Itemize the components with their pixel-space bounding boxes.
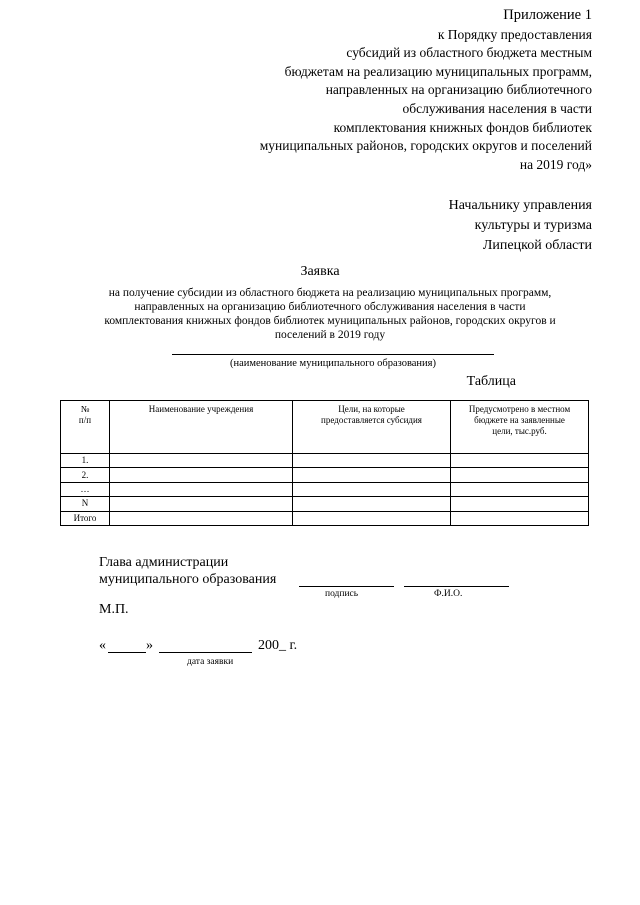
cell-institution xyxy=(110,497,293,511)
cell-goals xyxy=(293,468,451,482)
subtitle-line: поселений в 2019 году xyxy=(274,329,386,341)
date-close-quote: » xyxy=(146,638,153,653)
date-year: 200_ г. xyxy=(258,638,298,653)
header-number: № п/п xyxy=(61,401,110,454)
row-number: … xyxy=(61,482,110,496)
cell-goals xyxy=(293,482,451,496)
header-budget: Предусмотрено в местном бюджете на заявленные цели, тыс.руб. xyxy=(451,401,589,454)
name-line xyxy=(404,572,509,587)
appendix-line: обслуживания населения в части xyxy=(402,100,592,116)
cell-institution xyxy=(110,482,293,496)
cell-goals xyxy=(293,454,451,468)
header-institution: Наименование учреждения xyxy=(110,401,293,454)
addressee-block xyxy=(292,196,592,256)
cell-budget xyxy=(451,482,589,496)
name-caption: Ф.И.О. xyxy=(434,589,463,599)
row-number: N xyxy=(61,497,110,511)
head-title-line1: Глава администрации xyxy=(99,555,229,570)
table-header-row xyxy=(61,401,589,454)
cell-institution xyxy=(110,468,293,482)
subsidy-table xyxy=(60,400,589,526)
cell-budget xyxy=(451,454,589,468)
date-day-line xyxy=(108,638,146,653)
appendix-line: на 2019 год» xyxy=(519,156,592,172)
addressee-line: Липецкой области xyxy=(482,238,592,253)
table-row xyxy=(61,497,589,511)
head-title-line2: муниципального образования xyxy=(99,572,277,587)
subtitle-line: на получение субсидии из областного бюджета на реализацию муниципальных программ, xyxy=(108,287,552,299)
cell-institution xyxy=(110,511,293,525)
appendix-line: Приложение 1 xyxy=(503,7,592,23)
addressee-line: Начальнику управления xyxy=(448,198,592,213)
row-total: Итого xyxy=(61,511,110,525)
appendix-block xyxy=(172,6,592,174)
cell-budget xyxy=(451,497,589,511)
request-subtitle xyxy=(60,286,600,342)
municipality-underline xyxy=(172,354,494,355)
date-month-line xyxy=(159,638,252,653)
municipality-hint: (наименование муниципального образования) xyxy=(229,358,437,369)
cell-institution xyxy=(110,454,293,468)
subtitle-line: направленных на организацию библиотечного обслуживания населения в части xyxy=(134,301,526,313)
row-number: 2. xyxy=(61,468,110,482)
header-goals: Цели, на которые предоставляется субсидия xyxy=(293,401,451,454)
stamp-label: М.П. xyxy=(99,602,129,617)
cell-budget xyxy=(451,511,589,525)
signature-caption: подпись xyxy=(325,589,359,599)
addressee-line: культуры и туризма xyxy=(474,218,592,233)
table-row xyxy=(61,482,589,496)
date-open-quote: « xyxy=(99,638,106,653)
appendix-line: направленных на организацию библиотечного xyxy=(325,82,592,98)
appendix-line: комплектования книжных фондов библиотек xyxy=(333,119,592,135)
date-caption: дата заявки xyxy=(187,657,234,667)
cell-goals xyxy=(293,497,451,511)
cell-goals xyxy=(293,511,451,525)
table-row xyxy=(61,454,589,468)
table-row xyxy=(61,511,589,525)
cell-budget xyxy=(451,468,589,482)
row-number: 1. xyxy=(61,454,110,468)
subtitle-line: комплектования книжных фондов библиотек муниципальных районов, городских округов и xyxy=(104,315,556,327)
signature-line xyxy=(299,572,394,587)
request-title: Заявка xyxy=(300,264,340,279)
appendix-line: муниципальных районов, городских округов и поселений xyxy=(259,138,592,154)
appendix-line: субсидий из областного бюджета местным xyxy=(346,45,592,61)
appendix-line: к Порядку предоставления xyxy=(437,26,592,42)
appendix-line: бюджетам на реализацию муниципальных программ, xyxy=(284,63,592,79)
table-row xyxy=(61,468,589,482)
table-label: Таблица xyxy=(466,374,516,389)
